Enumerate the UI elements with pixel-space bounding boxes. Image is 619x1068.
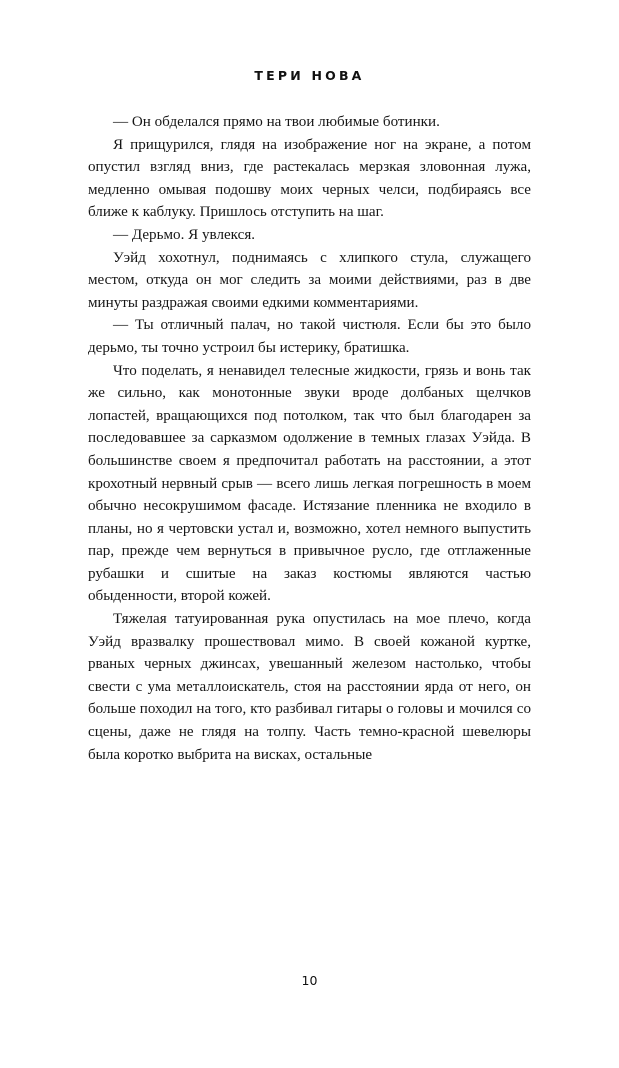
- body-text: [88, 111, 531, 766]
- paragraph: Тяжелая татуированная рука опустилась на мое плечо, когда Уэйд вразвалку прошествовал мимо. В своей кожаной куртке, рваных черных джинсах, увешанный железом настолько, чтобы свести с ума металлоискатель, стоя на расстоянии ярда от него, он больше походил на того, кто разбивал гитары о головы и мочился со сцены, даже не глядя на толпу. Часть темно-красной шевелюры была коротко выбрита на висках, остальные: [88, 611, 531, 763]
- paragraph: Уэйд хохотнул, поднимаясь с хлипкого стула, служащего местом, откуда он мог следить за моими действиями, раз в две минуты раздражая своими едкими комментариями.: [88, 249, 531, 311]
- paragraph: — Ты отличный палач, но такой чистюля. Если бы это было дерьмо, ты точно устроил бы истерику, братишка.: [88, 317, 531, 356]
- running-head: ТЕРИ НОВА: [254, 68, 365, 83]
- paragraph: Я прищурился, глядя на изображение ног на экране, а потом опустил взгляд вниз, где растекалась мерзкая зловонная лужа, медленно омывая подошву моих черных челси, подбираясь все ближе к каблуку. Пришлось отступить на шаг.: [88, 136, 531, 221]
- paragraph: — Он обделался прямо на твои любимые ботинки.: [113, 114, 440, 130]
- paragraph: — Дерьмо. Я увлекся.: [113, 226, 256, 243]
- paragraph: Что поделать, я ненавидел телесные жидкости, грязь и вонь так же сильно, как монотонные звуки вроде долбаных щелчков лопастей, вращающихся под потолком, так что был благодарен за последовавшее за сарказмом одолжение в темных глазах Уэйда. В большинстве своем я предпочитал работать на расстоянии, а этот крохотный нервный срыв — всего лишь легкая погрешность в моем обычно несокрушимом фасаде. Истязание пленника не входило в планы, но я чертовски устал и, возможно, хотел немного выпустить пар, прежде чем вернуться в привычное русло, где отглаженные рубашки и сшитые на заказ костюмы являются частью обыденности, второй кожей.: [88, 362, 531, 605]
- book-page: [0, 68, 619, 1068]
- page-number: 10: [301, 973, 318, 988]
